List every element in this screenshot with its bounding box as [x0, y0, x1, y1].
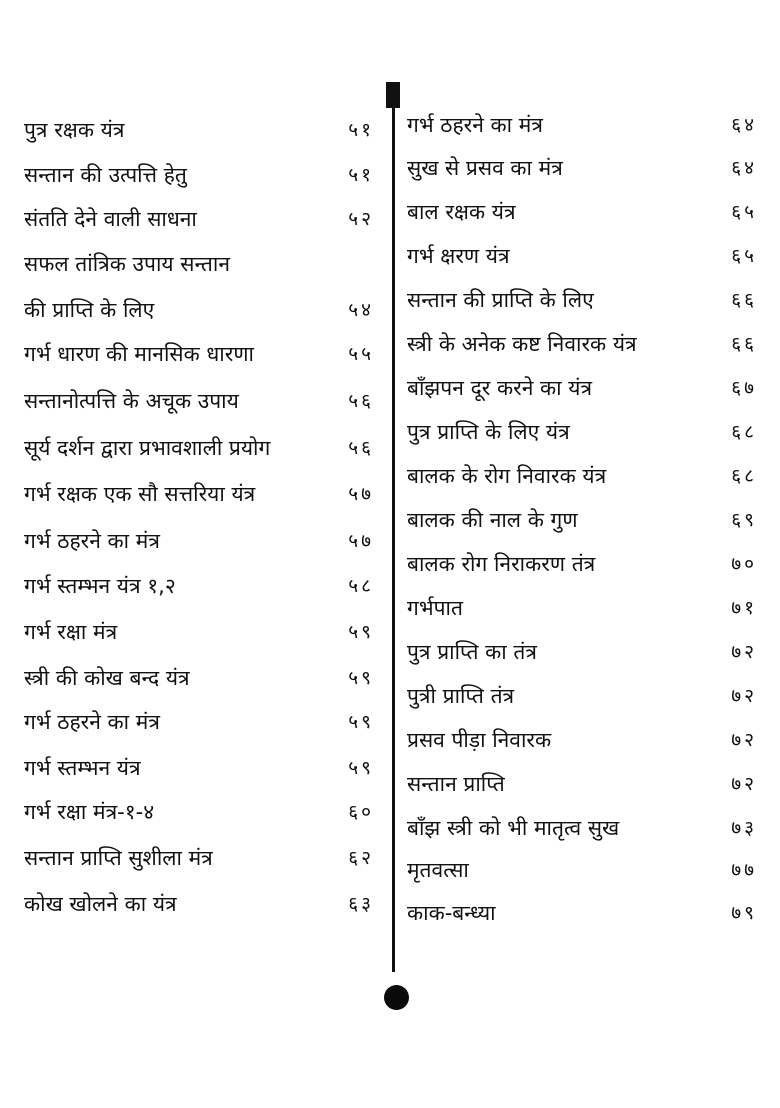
toc-entry-title: गर्भ रक्षा मंत्र-१-४: [24, 800, 155, 824]
toc-entry-title: सफल तांत्रिक उपाय सन्तान: [24, 252, 231, 276]
toc-entry-page: ५२: [348, 208, 374, 230]
toc-entry-title: पुत्र प्राप्ति के लिए यंत्र: [407, 420, 570, 444]
toc-entry: [407, 722, 759, 758]
toc-entry-page: ७०: [731, 553, 757, 575]
toc-entry-title: संतति देने वाली साधना: [24, 207, 197, 231]
toc-entry-title: की प्राप्ति के लिए: [24, 298, 155, 322]
toc-entry: [407, 370, 759, 406]
toc-entry-page: ६७: [731, 377, 757, 399]
toc-entry: [407, 194, 759, 230]
toc-entry-title: गर्भ ठहरने का मंत्र: [407, 113, 543, 137]
toc-entry-title: गर्भ ठहरने का मंत्र: [24, 529, 160, 553]
toc-entry-page: ५८: [348, 575, 374, 597]
toc-entry-page: ६६: [731, 289, 757, 311]
toc-entry-page: ७२: [731, 729, 757, 751]
toc-entry: [407, 678, 759, 714]
toc-entry-title: गर्भ रक्षा मंत्र: [24, 620, 118, 644]
toc-entry: [24, 840, 376, 876]
toc-entry-page: ६०: [348, 801, 374, 823]
toc-entry-page: ६४: [731, 157, 757, 179]
toc-entry-page: ५६: [348, 390, 374, 412]
toc-entry: [407, 766, 759, 802]
toc-entry-page: ७२: [731, 641, 757, 663]
toc-entry-page: ६८: [731, 421, 757, 443]
toc-entry-title: पुत्री प्राप्ति तंत्र: [407, 684, 515, 708]
toc-entry-page: ६८: [731, 465, 757, 487]
toc-entry: [407, 150, 759, 186]
toc-entry-page: ७९: [731, 902, 757, 924]
toc-entry: [24, 201, 376, 237]
toc-entry-page: ६५: [731, 245, 757, 267]
toc-entry-title: सन्तान की प्राप्ति के लिए: [407, 288, 594, 312]
toc-entry-page: ५७: [348, 483, 374, 505]
toc-entry-page: ५१: [348, 119, 374, 141]
toc-entry-page: ५९: [348, 711, 374, 733]
toc-entry-title: बाँझपन दूर करने का यंत्र: [407, 376, 593, 400]
toc-entry-page: ५९: [348, 757, 374, 779]
toc-entry: [24, 794, 376, 830]
toc-entry-title: स्त्री के अनेक कष्ट निवारक यंत्र: [407, 332, 637, 356]
column-divider: [392, 84, 395, 972]
toc-entry: [24, 246, 376, 282]
toc-entry: [407, 107, 759, 143]
toc-entry-page: ७१: [731, 597, 757, 619]
toc-entry: [24, 660, 376, 696]
toc-entry: [407, 502, 759, 538]
toc-entry-title: प्रसव पीड़ा निवारक: [407, 728, 552, 752]
toc-entry-page: ७७: [731, 859, 757, 881]
toc-entry-page: ५१: [348, 164, 374, 186]
toc-entry: [24, 476, 376, 512]
toc-entry: [407, 238, 759, 274]
toc-entry: [407, 282, 759, 318]
toc-entry-title: गर्भ ठहरने का मंत्र: [24, 710, 160, 734]
toc-entry: [24, 430, 376, 466]
toc-entry-title: बाँझ स्त्री को भी मातृत्व सुख: [407, 816, 620, 840]
toc-entry-title: पुत्र रक्षक यंत्र: [24, 118, 125, 142]
toc-entry: [24, 383, 376, 419]
toc-entry-title: स्त्री की कोख बन्द यंत्र: [24, 666, 190, 690]
toc-entry-title: बालक रोग निराकरण तंत्र: [407, 552, 596, 576]
toc-entry-title: मृतवत्सा: [407, 858, 469, 882]
toc-entry-title: पुत्र प्राप्ति का तंत्र: [407, 640, 537, 664]
toc-entry-page: ७३: [731, 817, 757, 839]
toc-entry-page: ५९: [348, 667, 374, 689]
toc-entry-page: ७२: [731, 685, 757, 707]
toc-entry: [24, 886, 376, 922]
toc-entry: [407, 546, 759, 582]
toc-entry: [24, 750, 376, 786]
toc-entry: [407, 326, 759, 362]
toc-entry-title: गर्भ रक्षक एक सौ सत्तरिया यंत्र: [24, 482, 256, 506]
toc-entry-title: गर्भ स्तम्भन यंत्र १,२: [24, 574, 176, 598]
toc-entry-title: गर्भपात: [407, 596, 463, 620]
toc-entry-page: ६३: [348, 893, 374, 915]
toc-entry-title: बालक के रोग निवारक यंत्र: [407, 464, 607, 488]
divider-dot-marker: [384, 985, 409, 1010]
toc-entry-page: ६६: [731, 333, 757, 355]
toc-entry: [407, 810, 759, 846]
toc-entry-page: ५४: [348, 299, 374, 321]
toc-entry-page: ५५: [348, 343, 374, 365]
toc-entry-page: ६२: [348, 847, 374, 869]
toc-entry: [24, 292, 376, 328]
toc-entry: [24, 568, 376, 604]
toc-entry-page: ५९: [348, 621, 374, 643]
toc-entry-title: कोख खोलने का यंत्र: [24, 892, 177, 916]
toc-entry-title: गर्भ धारण की मानसिक धारणा: [24, 342, 254, 366]
toc-entry-title: सुख से प्रसव का मंत्र: [407, 156, 563, 180]
toc-entry-title: सन्तानोत्पत्ति के अचूक उपाय: [24, 389, 239, 413]
toc-entry-title: बालक की नाल के गुण: [407, 508, 578, 532]
toc-entry-title: काक-बन्ध्या: [407, 901, 496, 925]
toc-entry-page: ६९: [731, 509, 757, 531]
toc-entry-title: गर्भ स्तम्भन यंत्र: [24, 756, 141, 780]
toc-entry: [24, 704, 376, 740]
toc-entry-page: ७२: [731, 773, 757, 795]
toc-entry-title: सन्तान प्राप्ति सुशीला मंत्र: [24, 846, 213, 870]
toc-entry-page: ५६: [348, 437, 374, 459]
toc-entry-title: बाल रक्षक यंत्र: [407, 200, 516, 224]
toc-entry: [24, 614, 376, 650]
toc-entry: [407, 458, 759, 494]
toc-entry-page: ६५: [731, 201, 757, 223]
toc-entry-page: ५७: [348, 530, 374, 552]
toc-entry: [24, 523, 376, 559]
toc-entry-title: सन्तान की उत्पत्ति हेतु: [24, 163, 187, 187]
toc-entry-page: ६४: [731, 114, 757, 136]
toc-entry-title: गर्भ क्षरण यंत्र: [407, 244, 510, 268]
toc-entry: [24, 112, 376, 148]
toc-entry: [407, 895, 759, 931]
toc-entry-title: सूर्य दर्शन द्वारा प्रभावशाली प्रयोग: [24, 436, 271, 460]
toc-entry: [407, 590, 759, 626]
toc-entry: [407, 414, 759, 450]
toc-entry: [24, 157, 376, 193]
toc-entry: [407, 634, 759, 670]
toc-entry: [24, 336, 376, 372]
toc-entry: [407, 852, 759, 888]
toc-entry-title: सन्तान प्राप्ति: [407, 772, 505, 796]
